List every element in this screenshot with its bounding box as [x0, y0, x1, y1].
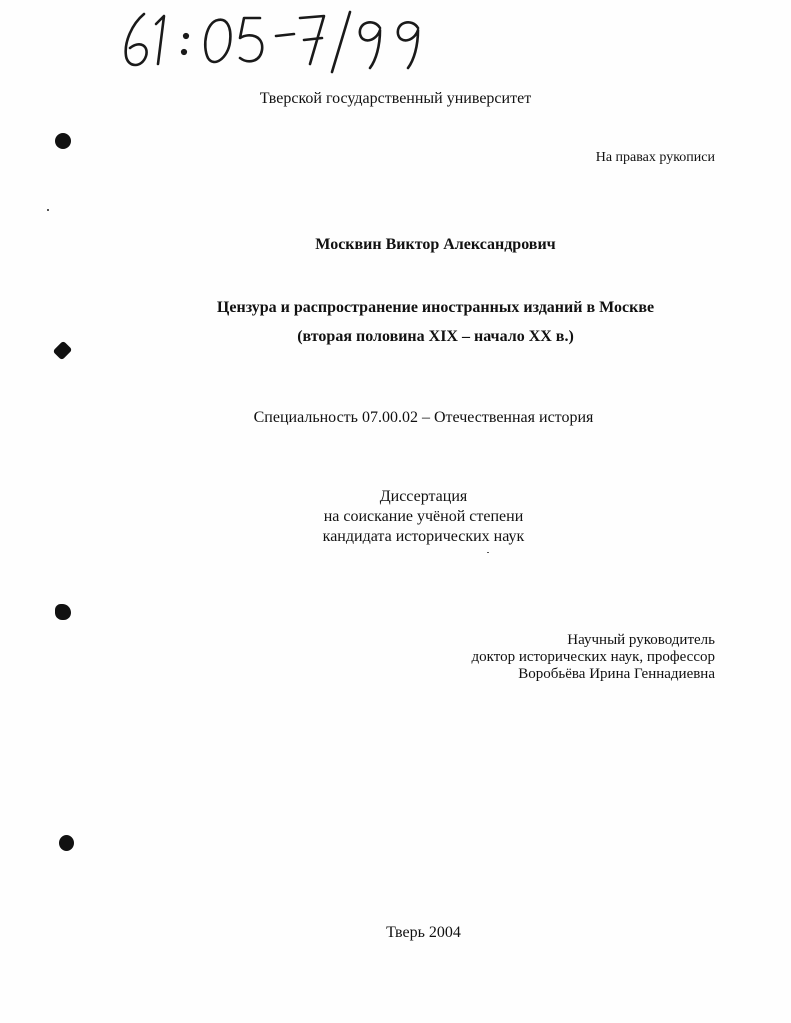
dissertation-title-line-2: (вторая половина XIX – начало XX в.): [297, 328, 574, 345]
scan-speck: [487, 552, 489, 553]
university-name: Тверской государственный университет: [259, 90, 532, 107]
city-year: Тверь 2004: [386, 924, 461, 941]
supervisor-name: Воробьёва Ирина Геннадиевна: [518, 666, 715, 682]
supervisor-role: Научный руководитель: [567, 632, 715, 648]
binding-hole-mark-3: [55, 604, 71, 620]
scan-speck: [47, 209, 49, 211]
author-name: Москвин Виктор Александрович: [315, 236, 556, 253]
supervisor-degree: доктор исторических наук, профессор: [471, 649, 715, 665]
degree-purpose: на соискание учёной степени: [323, 508, 524, 525]
specialty: Специальность 07.00.02 – Отечественная история: [253, 409, 594, 426]
binding-hole-mark-1: [55, 133, 71, 149]
binding-hole-mark-4: [59, 835, 74, 851]
dissertation-label: Диссертация: [379, 488, 468, 505]
dissertation-title-line-1: Цензура и распространение иностранных изданий в Москве: [216, 299, 655, 316]
manuscript-rights-note: На правах рукописи: [595, 150, 715, 165]
degree-name: кандидата исторических наук: [322, 528, 525, 545]
handwritten-cipher: [118, 6, 428, 76]
